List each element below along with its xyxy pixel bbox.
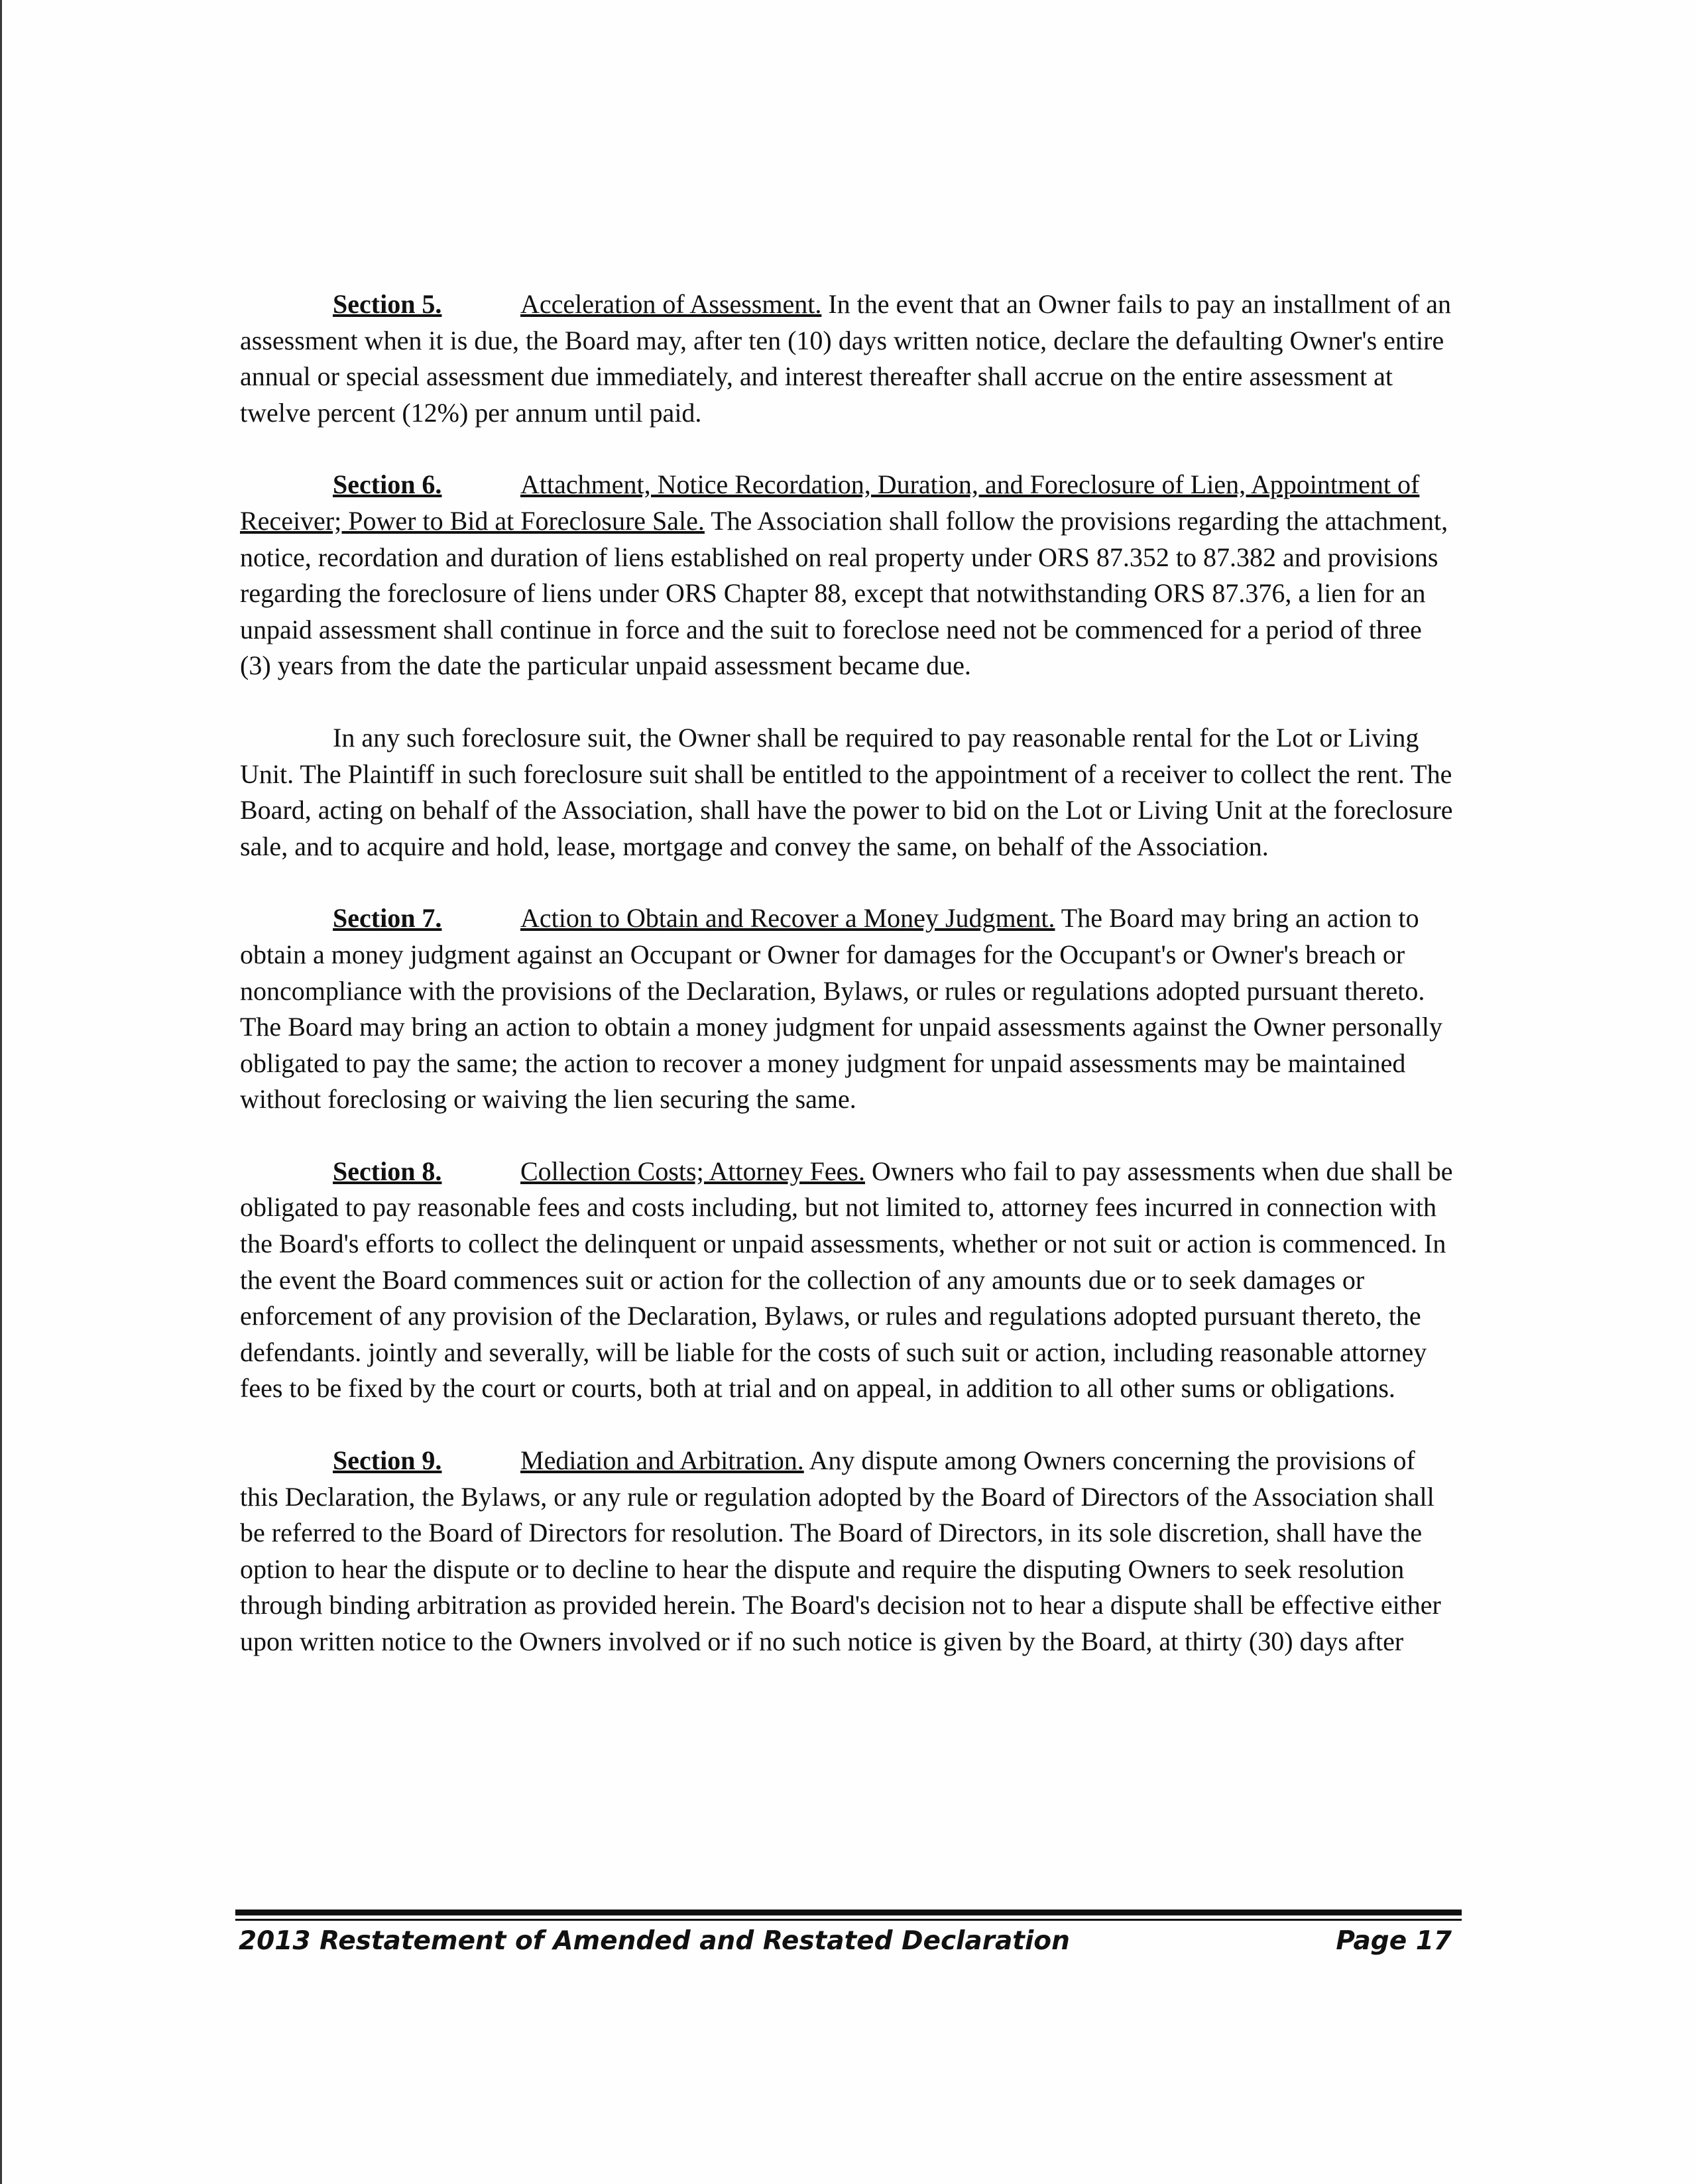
section-6-label: Section 6. xyxy=(333,469,442,500)
section-8-title: Collection Costs; Attorney Fees. xyxy=(520,1156,865,1186)
section-7-title: Action to Obtain and Recover a Money Judgment. xyxy=(520,903,1055,934)
footer-rule-thin xyxy=(235,1919,1462,1921)
section-5-title: Acceleration of Assessment. xyxy=(520,289,822,319)
section-7-label: Section 7. xyxy=(333,903,442,934)
section-9-text: Any dispute among Owners concerning the provisions of this Declaration, the Bylaws, or any rule or regulation adopted by the Board of Directors of the Association shall be referred to the Board of Directors for resolution. The Board of Directors, in its sole discretion, shall have the option to hear the dispute or to decline to hear the dispute and require the disputing Owners to seek resolution through binding arbitration as provided herein. The Board's decision not to hear a dispute shall be effective either upon written notice to the Owners involved or if no such notice is given by the Board, at thirty (30) days after xyxy=(240,1445,1441,1656)
scan-edge xyxy=(0,0,2,2184)
footer-row xyxy=(235,1926,1462,1956)
section-5-label: Section 5. xyxy=(333,289,442,319)
section-6-text: The Association shall follow the provisions regarding the attachment, notice, recordation and duration of liens established on real property under ORS 87.352 to 87.382 and provisions regarding the foreclosure of liens under ORS Chapter 88, except that notwithstanding ORS 87.376, a lien for an unpaid assessment shall continue in force and the suit to foreclose need not be commenced for a period of three (3) years from the date the particular unpaid assessment became due. xyxy=(240,505,1448,681)
footer-document-title: 2013 Restatement of Amended and Restated Declaration xyxy=(239,1926,1070,1956)
footer-page-number: Page 17 xyxy=(1336,1926,1452,1956)
section-5-paragraph xyxy=(240,286,1453,431)
section-9-title: Mediation and Arbitration. xyxy=(520,1445,804,1476)
section-6-title: Attachment, Notice Recordation, Duration, and Foreclosure of Lien, Appointment of Receiver; Power to Bid at Foreclosure Sale. xyxy=(240,469,1420,536)
section-6-paragraph xyxy=(240,467,1453,684)
section-8-label: Section 8. xyxy=(333,1156,442,1186)
section-8-text: Owners who fail to pay assessments when due shall be obligated to pay reasonable fees and costs including, but not limited to, attorney fees incurred in connection with the Board's efforts to collect the delinquent or unpaid assessments, whether or not suit or action is commenced. In the event the Board commences suit or action for the collection of any amounts due or to seek damages or enforcement of any provision of the Declaration, Bylaws, or rules and regulations adopted pursuant thereto, the defendants. jointly and severally, will be liable for the costs of such suit or action, including reasonable attorney fees to be fixed by the court or courts, both at trial and on appeal, in addition to all other sums or obligations. xyxy=(240,1156,1453,1404)
section-9-label: Section 9. xyxy=(333,1445,442,1476)
document-body xyxy=(240,286,1453,1660)
section-7-text: The Board may bring an action to obtain a money judgment against an Occupant or Owner for damages for the Occupant's or Owner's breach or noncompliance with the provisions of the Declaration, Bylaws, or rules or regulations adopted pursuant thereto. The Board may bring an action to obtain a money judgment for unpaid assessments against the Owner personally obligated to pay the same; the action to recover a money judgment for unpaid assessments may be maintained without foreclosing or waiving the lien securing the same. xyxy=(240,903,1443,1115)
page-footer xyxy=(235,1910,1462,1956)
footer-rule-thick xyxy=(235,1910,1462,1915)
section-6-continuation-text: In any such foreclosure suit, the Owner shall be required to pay reasonable rental for the Lot or Living Unit. The Plaintiff in such foreclosure suit shall be entitled to the appointment of a receiver to collect the rent. The Board, acting on behalf of the Association, shall have the power to bid on the Lot or Living Unit at the foreclosure sale, and to acquire and hold, lease, mortgage and convey the same, on behalf of the Association. xyxy=(240,722,1453,861)
section-6-continuation xyxy=(240,720,1453,865)
section-9-paragraph xyxy=(240,1443,1453,1660)
section-5-text: In the event that an Owner fails to pay an installment of an assessment when it is due, the Board may, after ten (10) days written notice, declare the defaulting Owner's entire annual or special assessment due immediately, and interest thereafter shall accrue on the entire assessment at twelve percent (12%) per annum until paid. xyxy=(240,289,1452,428)
section-8-paragraph xyxy=(240,1154,1453,1407)
section-7-paragraph xyxy=(240,900,1453,1118)
